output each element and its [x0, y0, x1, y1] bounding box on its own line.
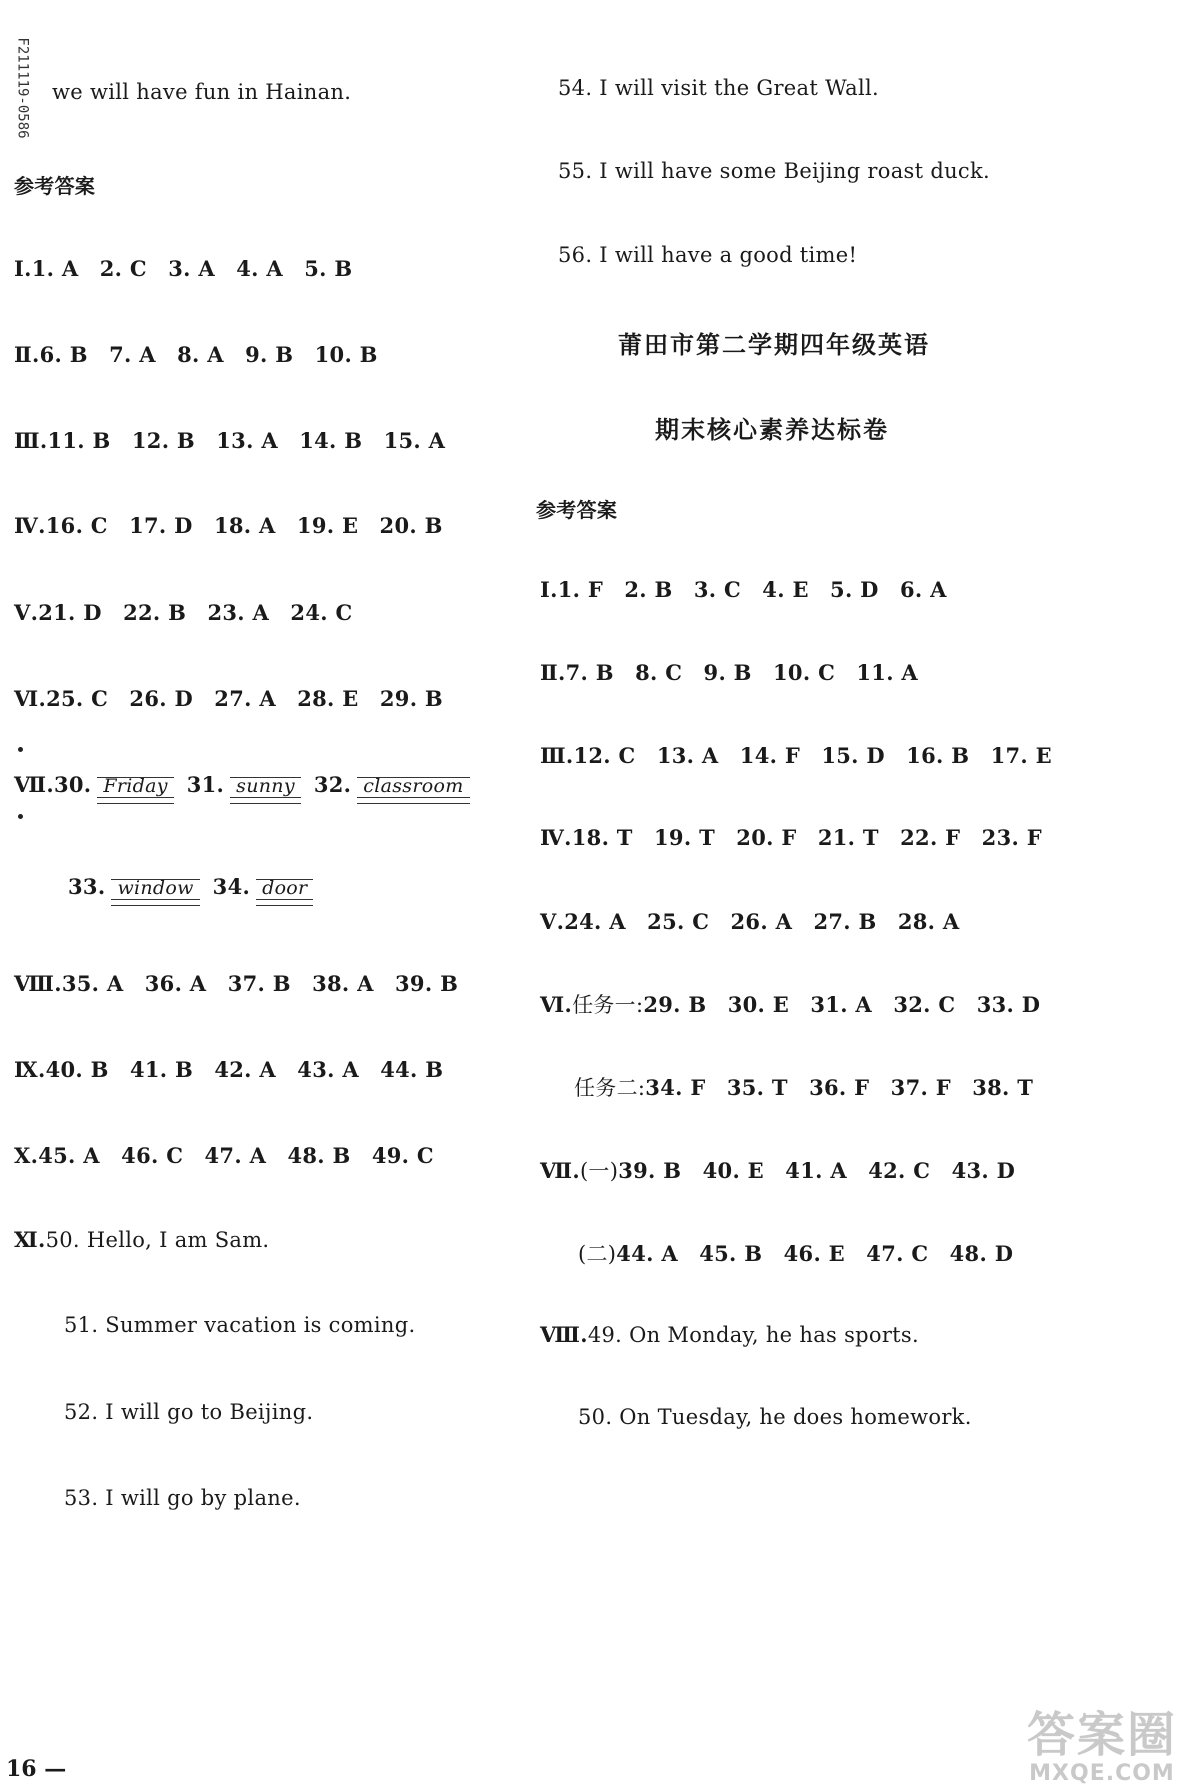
answer-row	[540, 574, 947, 604]
answer-heading-right: 参考答案	[536, 498, 618, 522]
handwritten-answer: Friday	[97, 775, 173, 798]
answer-text: 40. B 41. B 42. A 43. A 44. B	[45, 1057, 444, 1082]
sentence: 55. I will have some Beijing roast duck.	[558, 159, 990, 183]
sentence-row	[14, 1227, 269, 1252]
part-label: (二)	[578, 1242, 617, 1266]
watermark-text: 答案圈	[1026, 1707, 1177, 1763]
section-numeral: Ⅰ.	[14, 256, 32, 281]
answer-row	[14, 1140, 434, 1170]
item-number: 33.	[68, 874, 106, 899]
handwritten-answer: window	[111, 877, 199, 900]
section-numeral: Ⅳ.	[540, 825, 572, 850]
sentence: 50. On Tuesday, he does homework.	[578, 1405, 972, 1429]
section-numeral: Ⅲ.	[540, 743, 574, 768]
handwritten-answer: door	[256, 877, 313, 900]
sentence: 54. I will visit the Great Wall.	[558, 76, 879, 100]
section-numeral: Ⅶ.	[540, 1158, 580, 1183]
answer-text: 12. C 13. A 14. F 15. D 16. B 17. E	[573, 743, 1052, 768]
task-row	[574, 1072, 1033, 1102]
answer-row	[540, 740, 1052, 770]
part-row	[540, 1155, 1015, 1185]
sentence: 49. On Monday, he has sports.	[587, 1323, 919, 1347]
answer-text: 25. C 26. D 27. A 28. E 29. B	[46, 686, 443, 711]
item-number: 30.	[53, 772, 92, 797]
fill-blank-row	[68, 874, 319, 900]
answer-row	[540, 822, 1042, 852]
section-numeral: Ⅷ.	[14, 971, 62, 996]
answer-text: 6. B 7. A 8. A 9. B 10. B	[39, 342, 378, 367]
answer-text: 16. C 17. D 18. A 19. E 20. B	[45, 513, 443, 538]
section-numeral: Ⅱ.	[14, 342, 40, 367]
section-numeral: Ⅴ.	[14, 600, 39, 625]
item-number: 31.	[186, 772, 225, 797]
answer-text: 1. F 2. B 3. C 4. E 5. D 6. A	[557, 577, 947, 602]
answer-row	[540, 657, 918, 687]
sentence: 51. Summer vacation is coming.	[64, 1313, 416, 1337]
item-number: 34.	[212, 874, 251, 899]
answer-row	[14, 510, 443, 540]
item-number: 32.	[313, 772, 352, 797]
answer-text: 11. B 12. B 13. A 14. B 15. A	[47, 428, 446, 453]
intro-line: we will have fun in Hainan.	[52, 80, 352, 104]
side-code: F211119-0586	[14, 37, 31, 139]
section-numeral: Ⅵ.	[540, 992, 573, 1017]
section-numeral: Ⅲ.	[14, 428, 48, 453]
part-label: (一)	[579, 1159, 619, 1183]
answer-heading-left: 参考答案	[14, 174, 96, 198]
answer-text: 45. A 46. C 47. A 48. B 49. C	[38, 1143, 434, 1168]
section-numeral: Ⅵ.	[14, 686, 47, 711]
answer-text: 18. T 19. T 20. F 21. T 22. F 23. F	[571, 825, 1042, 850]
answer-row	[14, 968, 458, 998]
part-row	[578, 1238, 1013, 1268]
answer-row	[14, 425, 445, 455]
answer-text: 7. B 8. C 9. B 10. C 11. A	[565, 660, 919, 685]
answer-text: 21. D 22. B 23. A 24. C	[38, 600, 353, 625]
handwritten-answer: sunny	[230, 775, 301, 798]
sentence: 52. I will go to Beijing.	[64, 1400, 314, 1424]
answer-text: 39. B 40. E 41. A 42. C 43. D	[618, 1158, 1016, 1183]
section-numeral: Ⅳ.	[14, 513, 46, 538]
answer-text: 34. F 35. T 36. F 37. F 38. T	[645, 1075, 1034, 1100]
watermark-logo	[1027, 1709, 1177, 1786]
answer-row	[14, 253, 352, 283]
answer-row	[14, 339, 378, 369]
answer-row	[540, 906, 960, 936]
task-label: 任务一:	[572, 993, 644, 1017]
margin-dot	[18, 814, 23, 819]
sentence: 53. I will go by plane.	[64, 1486, 301, 1510]
sentence-row	[540, 1322, 919, 1347]
section-numeral: Ⅱ.	[540, 660, 566, 685]
answer-text: 1. A 2. C 3. A 4. A 5. B	[31, 256, 353, 281]
section-numeral: Ⅸ.	[14, 1057, 46, 1082]
sentence: 50. Hello, I am Sam.	[45, 1228, 270, 1252]
margin-dot	[18, 747, 23, 752]
answer-row	[14, 683, 443, 713]
fill-blank-row	[14, 772, 476, 798]
task-label: 任务二:	[574, 1076, 646, 1100]
section-numeral: Ⅰ.	[540, 577, 558, 602]
handwritten-answer: classroom	[357, 775, 469, 798]
exam-title: 莆田市第二学期四年级英语	[618, 331, 930, 359]
watermark-url: MXQE.COM	[1029, 1761, 1175, 1786]
page-number: 16 —	[6, 1756, 67, 1782]
answer-text: 29. B 30. E 31. A 32. C 33. D	[643, 992, 1041, 1017]
section-numeral: Ⅺ.	[14, 1227, 46, 1252]
answer-text: 44. A 45. B 46. E 47. C 48. D	[616, 1241, 1014, 1266]
answer-text: 35. A 36. A 37. B 38. A 39. B	[61, 971, 459, 996]
section-numeral: Ⅶ.	[14, 772, 54, 797]
exam-subtitle: 期末核心素养达标卷	[655, 416, 889, 444]
section-numeral: Ⅹ.	[14, 1143, 39, 1168]
section-numeral: Ⅷ.	[540, 1322, 588, 1347]
answer-row	[14, 597, 352, 627]
answer-text: 24. A 25. C 26. A 27. B 28. A	[564, 909, 960, 934]
section-numeral: Ⅴ.	[540, 909, 565, 934]
sentence: 56. I will have a good time!	[558, 243, 858, 267]
task-row	[540, 989, 1040, 1019]
answer-row	[14, 1054, 443, 1084]
